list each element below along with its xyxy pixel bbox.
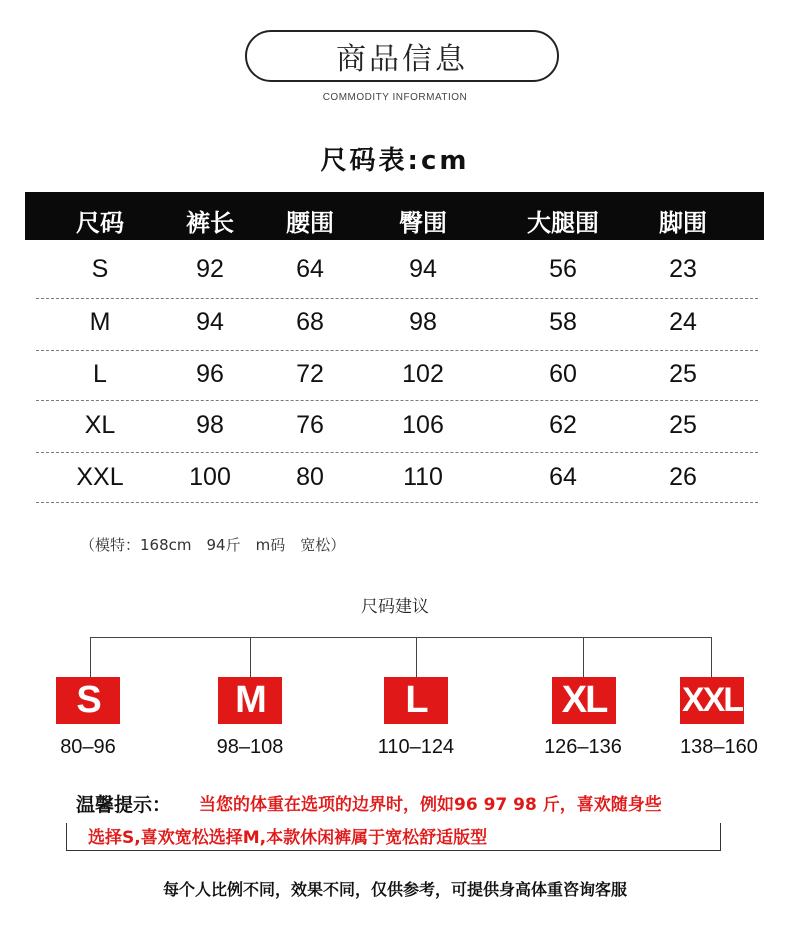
table-cell: 94 bbox=[196, 308, 224, 336]
table-row bbox=[0, 360, 790, 412]
row-divider bbox=[36, 452, 758, 453]
column-header-hip: 臀围 bbox=[399, 209, 447, 237]
table-cell: 92 bbox=[196, 255, 224, 283]
size-box-s: S bbox=[56, 677, 120, 724]
header-subtitle: COMMODITY INFORMATION bbox=[322, 92, 468, 103]
size-box-xl: XL bbox=[552, 677, 616, 724]
table-cell: 76 bbox=[296, 411, 324, 439]
table-cell: XXL bbox=[76, 463, 124, 491]
tips-text-line2: 选择S,喜欢宽松选择M,本款休闲裤属于宽松舒适版型 bbox=[88, 828, 488, 848]
column-header-thigh: 大腿围 bbox=[527, 209, 599, 237]
size-range-l: 110–124 bbox=[377, 736, 455, 758]
model-note: （模特：168cm 94斤 m码 宽松） bbox=[80, 536, 346, 554]
table-cell: 56 bbox=[549, 255, 577, 283]
tips-text-line1: 当您的体重在选项的边界时，例如96 97 98 斤，喜欢随身些 bbox=[199, 795, 662, 815]
table-cell: 100 bbox=[189, 463, 231, 491]
table-cell: 62 bbox=[549, 411, 577, 439]
table-cell: 64 bbox=[549, 463, 577, 491]
column-header-length: 裤长 bbox=[186, 209, 234, 237]
table-cell: 98 bbox=[409, 308, 437, 336]
table-cell: 72 bbox=[296, 360, 324, 388]
table-cell: 80 bbox=[296, 463, 324, 491]
table-row bbox=[0, 255, 790, 307]
table-cell: XL bbox=[84, 411, 116, 439]
tree-connector-m bbox=[250, 637, 251, 677]
table-cell: 96 bbox=[196, 360, 224, 388]
row-divider bbox=[36, 502, 758, 503]
row-divider bbox=[36, 350, 758, 351]
tree-connector-l bbox=[416, 637, 417, 677]
table-cell: 98 bbox=[196, 411, 224, 439]
column-header-hem: 脚围 bbox=[659, 209, 707, 237]
table-row bbox=[0, 411, 790, 463]
table-cell: 58 bbox=[549, 308, 577, 336]
size-table-title: 尺码表:cm bbox=[320, 146, 470, 176]
table-cell: 23 bbox=[669, 255, 697, 283]
column-header-size: 尺码 bbox=[76, 209, 124, 237]
size-box-l: L bbox=[384, 677, 448, 724]
table-cell: 26 bbox=[669, 463, 697, 491]
table-cell: 25 bbox=[669, 360, 697, 388]
size-range-xl: 126–136 bbox=[544, 736, 622, 758]
table-cell: 94 bbox=[409, 255, 437, 283]
column-header-waist: 腰围 bbox=[286, 209, 334, 237]
table-header-bar bbox=[25, 192, 764, 240]
tips-label: 温馨提示： bbox=[76, 794, 172, 816]
table-cell: L bbox=[93, 360, 107, 388]
table-cell: 25 bbox=[669, 411, 697, 439]
suggestion-title: 尺码建议 bbox=[361, 597, 429, 617]
table-cell: M bbox=[89, 308, 111, 336]
size-box-m: M bbox=[218, 677, 282, 724]
row-divider bbox=[36, 400, 758, 401]
table-cell: 110 bbox=[403, 463, 443, 491]
tree-connector-xl bbox=[583, 637, 584, 677]
row-divider bbox=[36, 298, 758, 299]
tree-connector-xxl bbox=[711, 637, 712, 677]
table-cell: 68 bbox=[296, 308, 324, 336]
header-pill bbox=[245, 30, 559, 82]
size-box-xxl: XXL bbox=[680, 677, 744, 724]
table-cell: 24 bbox=[669, 308, 697, 336]
table-cell: S bbox=[91, 255, 109, 283]
size-range-xxl: 138–160 bbox=[680, 736, 758, 758]
header-title: 商品信息 bbox=[336, 42, 468, 77]
table-cell: 106 bbox=[402, 411, 444, 439]
footer-note: 每个人比例不同，效果不同，仅供参考，可提供身高体重咨询客服 bbox=[162, 880, 627, 899]
size-range-s: 80–96 bbox=[60, 736, 116, 758]
tree-connector-horizontal bbox=[90, 637, 712, 638]
tree-connector-s bbox=[90, 637, 91, 677]
table-row bbox=[0, 308, 790, 360]
table-cell: 102 bbox=[402, 360, 444, 388]
table-cell: 64 bbox=[296, 255, 324, 283]
table-cell: 60 bbox=[549, 360, 577, 388]
size-range-m: 98–108 bbox=[216, 736, 284, 758]
table-row bbox=[0, 463, 790, 515]
